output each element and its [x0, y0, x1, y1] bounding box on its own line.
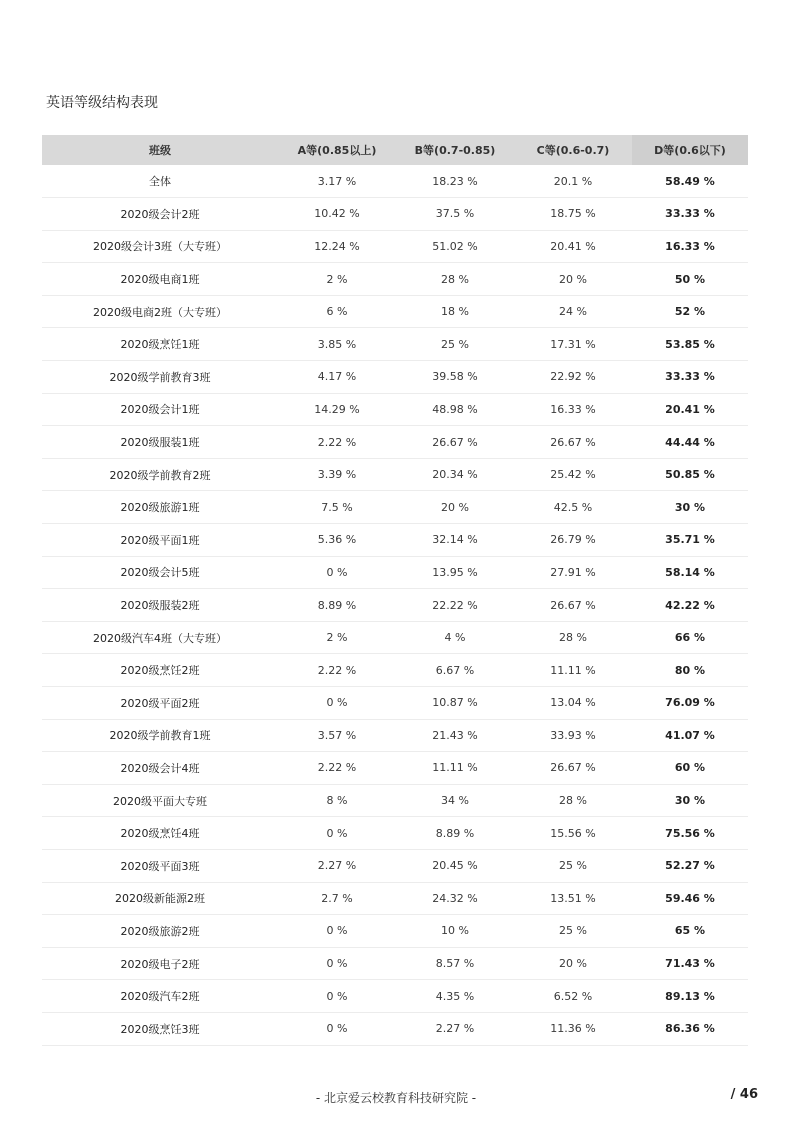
cell-grade-b: 11.11 % [396, 752, 514, 785]
cell-grade-a: 0 % [278, 980, 396, 1013]
cell-grade-d: 71.43 % [632, 947, 748, 980]
cell-grade-a: 3.57 % [278, 719, 396, 752]
cell-class-name: 2020级学前教育3班 [42, 361, 278, 394]
cell-grade-a: 7.5 % [278, 491, 396, 524]
cell-class-name: 2020级服装2班 [42, 589, 278, 622]
cell-grade-a: 3.85 % [278, 328, 396, 361]
cell-grade-b: 20.45 % [396, 849, 514, 882]
cell-class-name: 2020级平面3班 [42, 849, 278, 882]
cell-grade-b: 39.58 % [396, 361, 514, 394]
cell-grade-d: 53.85 % [632, 328, 748, 361]
cell-grade-c: 25 % [514, 849, 632, 882]
cell-grade-a: 0 % [278, 556, 396, 589]
cell-grade-d: 89.13 % [632, 980, 748, 1013]
cell-grade-d: 58.14 % [632, 556, 748, 589]
cell-grade-c: 22.92 % [514, 361, 632, 394]
cell-grade-d: 52 % [632, 295, 748, 328]
header-grade-d: D等(0.6以下) [632, 135, 748, 165]
cell-grade-c: 11.36 % [514, 1012, 632, 1045]
footer-institute: - 北京爱云校教育科技研究院 - [315, 1091, 477, 1105]
table-row [42, 589, 748, 622]
cell-grade-d: 16.33 % [632, 230, 748, 263]
cell-grade-b: 26.67 % [396, 426, 514, 459]
table-row [42, 915, 748, 948]
table-row [42, 980, 748, 1013]
cell-grade-b: 25 % [396, 328, 514, 361]
table-row [42, 426, 748, 459]
table-body [42, 165, 748, 1045]
cell-grade-c: 16.33 % [514, 393, 632, 426]
cell-grade-b: 51.02 % [396, 230, 514, 263]
cell-grade-a: 2.27 % [278, 849, 396, 882]
page-number: / 46 [730, 1087, 758, 1102]
cell-grade-c: 25 % [514, 915, 632, 948]
cell-grade-d: 41.07 % [632, 719, 748, 752]
table-row [42, 328, 748, 361]
section-title: 英语等级结构表现 [46, 95, 158, 111]
cell-class-name: 2020级汽车4班（大专班） [42, 621, 278, 654]
cell-grade-d: 65 % [632, 915, 748, 948]
cell-grade-d: 50.85 % [632, 458, 748, 491]
table-row [42, 719, 748, 752]
cell-grade-b: 10.87 % [396, 687, 514, 720]
cell-grade-c: 15.56 % [514, 817, 632, 850]
cell-grade-b: 48.98 % [396, 393, 514, 426]
table-row [42, 361, 748, 394]
cell-grade-a: 0 % [278, 1012, 396, 1045]
cell-grade-c: 17.31 % [514, 328, 632, 361]
cell-grade-b: 8.89 % [396, 817, 514, 850]
cell-grade-c: 26.79 % [514, 524, 632, 557]
cell-class-name: 2020级烹饪1班 [42, 328, 278, 361]
header-grade-c: C等(0.6-0.7) [536, 144, 610, 157]
cell-grade-d: 52.27 % [632, 849, 748, 882]
table-row [42, 752, 748, 785]
table-row [42, 230, 748, 263]
cell-grade-d: 20.41 % [632, 393, 748, 426]
cell-class-name: 2020级电商2班（大专班） [42, 295, 278, 328]
cell-class-name: 2020级平面1班 [42, 524, 278, 557]
cell-class-name: 2020级学前教育2班 [42, 458, 278, 491]
cell-class-name: 2020级平面大专班 [42, 784, 278, 817]
cell-grade-c: 26.67 % [514, 426, 632, 459]
cell-grade-a: 14.29 % [278, 393, 396, 426]
cell-grade-b: 34 % [396, 784, 514, 817]
cell-grade-c: 20.1 % [514, 165, 632, 198]
cell-grade-d: 80 % [632, 654, 748, 687]
cell-grade-a: 8.89 % [278, 589, 396, 622]
cell-grade-d: 35.71 % [632, 524, 748, 557]
cell-grade-b: 8.57 % [396, 947, 514, 980]
cell-class-name: 2020级会计1班 [42, 393, 278, 426]
table-row [42, 263, 748, 296]
table-row [42, 165, 748, 198]
cell-grade-d: 30 % [632, 784, 748, 817]
cell-grade-a: 2.22 % [278, 654, 396, 687]
cell-grade-d: 86.36 % [632, 1012, 748, 1045]
cell-grade-c: 24 % [514, 295, 632, 328]
header-row [42, 135, 748, 165]
cell-class-name: 2020级会计2班 [42, 198, 278, 231]
cell-grade-a: 3.39 % [278, 458, 396, 491]
cell-grade-a: 2.22 % [278, 752, 396, 785]
table-row [42, 687, 748, 720]
table-row [42, 1012, 748, 1045]
table-row [42, 654, 748, 687]
header-grade-a: A等(0.85以上) [297, 144, 377, 157]
table-row [42, 556, 748, 589]
cell-grade-b: 24.32 % [396, 882, 514, 915]
table-row [42, 621, 748, 654]
cell-grade-d: 30 % [632, 491, 748, 524]
cell-grade-c: 26.67 % [514, 752, 632, 785]
cell-grade-c: 25.42 % [514, 458, 632, 491]
cell-class-name: 2020级会计3班（大专班） [42, 230, 278, 263]
cell-class-name: 2020级电商1班 [42, 263, 278, 296]
cell-grade-c: 13.04 % [514, 687, 632, 720]
cell-grade-a: 8 % [278, 784, 396, 817]
cell-class-name: 2020级平面2班 [42, 687, 278, 720]
cell-grade-d: 66 % [632, 621, 748, 654]
cell-grade-b: 4.35 % [396, 980, 514, 1013]
cell-class-name: 2020级服装1班 [42, 426, 278, 459]
cell-grade-b: 4 % [396, 621, 514, 654]
cell-grade-d: 58.49 % [632, 165, 748, 198]
cell-class-name: 2020级旅游1班 [42, 491, 278, 524]
cell-grade-a: 0 % [278, 947, 396, 980]
cell-grade-c: 11.11 % [514, 654, 632, 687]
cell-grade-c: 26.67 % [514, 589, 632, 622]
table-row [42, 458, 748, 491]
cell-grade-b: 10 % [396, 915, 514, 948]
cell-class-name: 2020级汽车2班 [42, 980, 278, 1013]
cell-grade-b: 32.14 % [396, 524, 514, 557]
cell-class-name: 2020级会计5班 [42, 556, 278, 589]
table-row [42, 947, 748, 980]
table-row [42, 524, 748, 557]
cell-grade-c: 20 % [514, 263, 632, 296]
table-row [42, 198, 748, 231]
cell-grade-d: 76.09 % [632, 687, 748, 720]
cell-grade-b: 22.22 % [396, 589, 514, 622]
cell-grade-c: 28 % [514, 784, 632, 817]
cell-class-name: 2020级会计4班 [42, 752, 278, 785]
cell-grade-a: 2.22 % [278, 426, 396, 459]
cell-grade-d: 59.46 % [632, 882, 748, 915]
cell-grade-b: 18.23 % [396, 165, 514, 198]
cell-class-name: 2020级学前教育1班 [42, 719, 278, 752]
cell-class-name: 2020级烹饪2班 [42, 654, 278, 687]
cell-grade-c: 20 % [514, 947, 632, 980]
cell-grade-c: 42.5 % [514, 491, 632, 524]
table-header [42, 135, 748, 165]
header-class: 班级 [149, 144, 171, 157]
cell-grade-b: 18 % [396, 295, 514, 328]
cell-grade-c: 33.93 % [514, 719, 632, 752]
cell-class-name: 2020级电子2班 [42, 947, 278, 980]
cell-grade-c: 28 % [514, 621, 632, 654]
table-row [42, 295, 748, 328]
cell-grade-b: 13.95 % [396, 556, 514, 589]
cell-grade-c: 13.51 % [514, 882, 632, 915]
cell-grade-a: 0 % [278, 687, 396, 720]
cell-grade-a: 6 % [278, 295, 396, 328]
cell-grade-a: 10.42 % [278, 198, 396, 231]
table-row [42, 817, 748, 850]
cell-grade-b: 37.5 % [396, 198, 514, 231]
table-row [42, 849, 748, 882]
cell-class-name: 全体 [42, 165, 278, 198]
table-row [42, 491, 748, 524]
cell-class-name: 2020级烹饪3班 [42, 1012, 278, 1045]
grade-structure-table [42, 135, 748, 1046]
cell-grade-b: 21.43 % [396, 719, 514, 752]
cell-grade-b: 2.27 % [396, 1012, 514, 1045]
cell-grade-b: 20 % [396, 491, 514, 524]
cell-class-name: 2020级烹饪4班 [42, 817, 278, 850]
cell-grade-a: 12.24 % [278, 230, 396, 263]
cell-grade-b: 6.67 % [396, 654, 514, 687]
cell-grade-d: 33.33 % [632, 361, 748, 394]
cell-grade-a: 2 % [278, 621, 396, 654]
cell-grade-d: 50 % [632, 263, 748, 296]
cell-class-name: 2020级新能源2班 [42, 882, 278, 915]
table-row [42, 882, 748, 915]
cell-grade-a: 5.36 % [278, 524, 396, 557]
cell-grade-b: 20.34 % [396, 458, 514, 491]
cell-grade-d: 75.56 % [632, 817, 748, 850]
cell-grade-c: 6.52 % [514, 980, 632, 1013]
cell-grade-c: 18.75 % [514, 198, 632, 231]
cell-grade-a: 0 % [278, 915, 396, 948]
cell-grade-d: 44.44 % [632, 426, 748, 459]
cell-grade-c: 27.91 % [514, 556, 632, 589]
cell-grade-d: 60 % [632, 752, 748, 785]
cell-class-name: 2020级旅游2班 [42, 915, 278, 948]
header-grade-b: B等(0.7-0.85) [414, 144, 496, 157]
cell-grade-d: 42.22 % [632, 589, 748, 622]
cell-grade-c: 20.41 % [514, 230, 632, 263]
table-row [42, 784, 748, 817]
cell-grade-a: 0 % [278, 817, 396, 850]
cell-grade-a: 2 % [278, 263, 396, 296]
cell-grade-a: 4.17 % [278, 361, 396, 394]
cell-grade-b: 28 % [396, 263, 514, 296]
cell-grade-a: 3.17 % [278, 165, 396, 198]
cell-grade-a: 2.7 % [278, 882, 396, 915]
cell-grade-d: 33.33 % [632, 198, 748, 231]
table-row [42, 393, 748, 426]
